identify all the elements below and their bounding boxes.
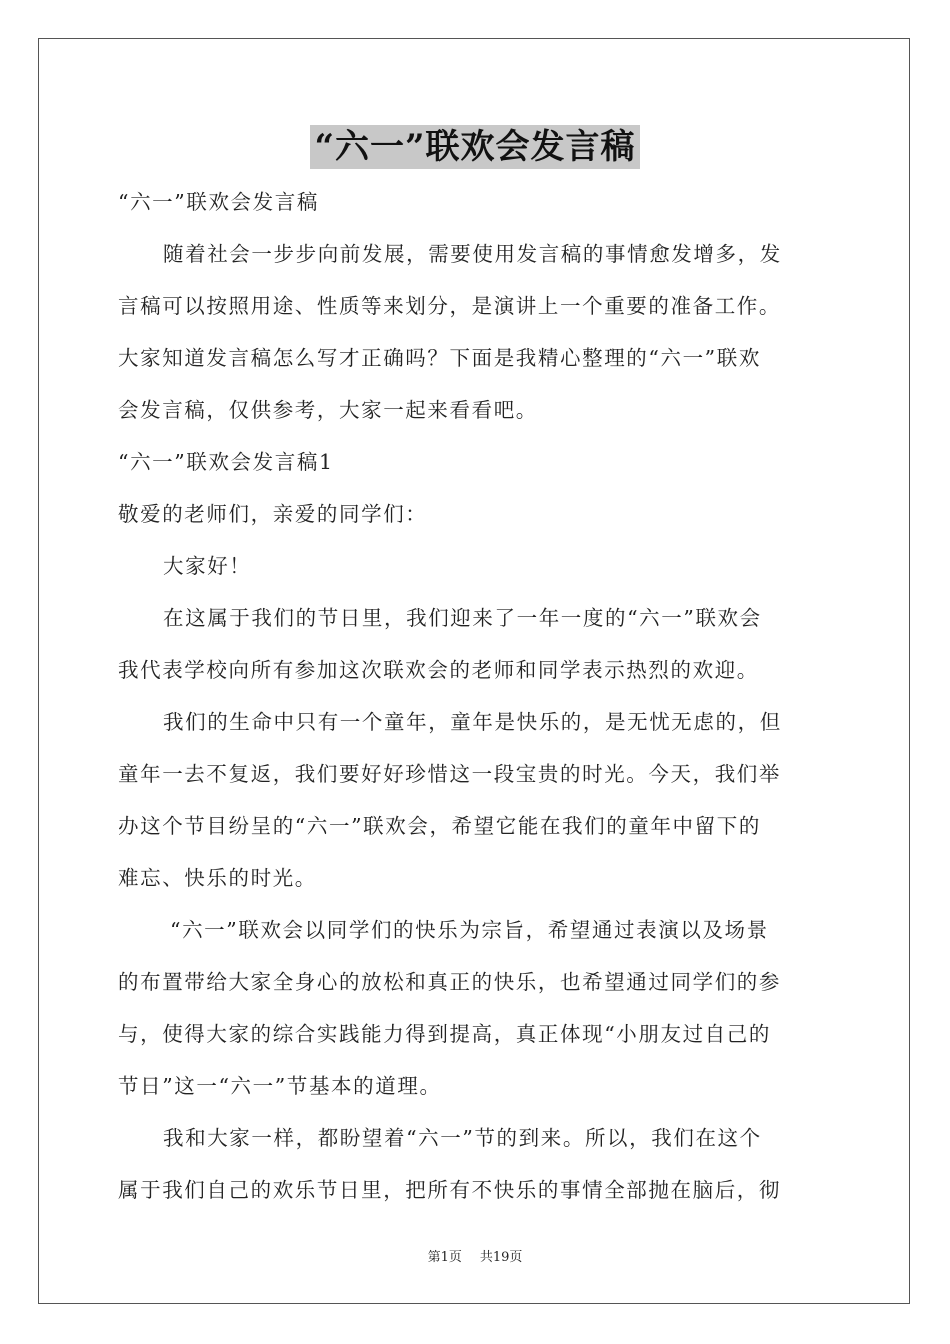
text-line: 大家知道发言稿怎么写才正确吗？下面是我精心整理的“六一”联欢 xyxy=(118,346,761,370)
document-title: “六一”联欢会发言稿 xyxy=(310,125,639,169)
text-line: 我和大家一样，都盼望着“六一”节的到来。所以，我们在这个 xyxy=(163,1126,762,1150)
text-line: 办这个节目纷呈的“六一”联欢会，希望它能在我们的童年中留下的 xyxy=(118,814,761,838)
text-line: 难忘、快乐的时光。 xyxy=(118,866,317,890)
text-line: 童年一去不复返，我们要好好珍惜这一段宝贵的时光。今天，我们举 xyxy=(118,762,781,786)
text-line: 在这属于我们的节日里，我们迎来了一年一度的“六一”联欢会 xyxy=(163,606,762,630)
greeting: 大家好！ xyxy=(163,554,252,578)
text-line: 会发言稿，仅供参考，大家一起来看看吧。 xyxy=(118,398,538,422)
text-line: 的布置带给大家全身心的放松和真正的快乐，也希望通过同学们的参 xyxy=(118,970,781,994)
text-line: 我代表学校向所有参加这次联欢会的老师和同学表示热烈的欢迎。 xyxy=(118,658,759,682)
subtitle-line: “六一”联欢会发言稿 xyxy=(118,190,319,214)
text-line: 属于我们自己的欢乐节日里，把所有不快乐的事情全部抛在脑后，彻 xyxy=(118,1178,781,1202)
text-line: 我们的生命中只有一个童年，童年是快乐的，是无忧无虑的，但 xyxy=(163,710,782,734)
text-line: 节日”这一“六一”节基本的道理。 xyxy=(118,1074,442,1098)
page-number: 第1页 xyxy=(427,1250,462,1265)
salutation: 敬爱的老师们，亲爱的同学们： xyxy=(118,502,428,526)
page-footer xyxy=(0,1246,950,1265)
section-heading: “六一”联欢会发言稿1 xyxy=(118,450,334,474)
text-line: 言稿可以按照用途、性质等来划分，是演讲上一个重要的准备工作。 xyxy=(118,294,781,318)
document-body xyxy=(118,176,834,1216)
text-line: 随着社会一步步向前发展，需要使用发言稿的事情愈发增多，发 xyxy=(163,242,782,266)
text-line: “六一”联欢会以同学们的快乐为宗旨，希望通过表演以及场景 xyxy=(170,918,769,942)
page-total: 共19页 xyxy=(479,1250,523,1265)
title-container xyxy=(0,125,950,169)
text-line: 与，使得大家的综合实践能力得到提高，真正体现“小朋友过自己的 xyxy=(118,1022,771,1046)
